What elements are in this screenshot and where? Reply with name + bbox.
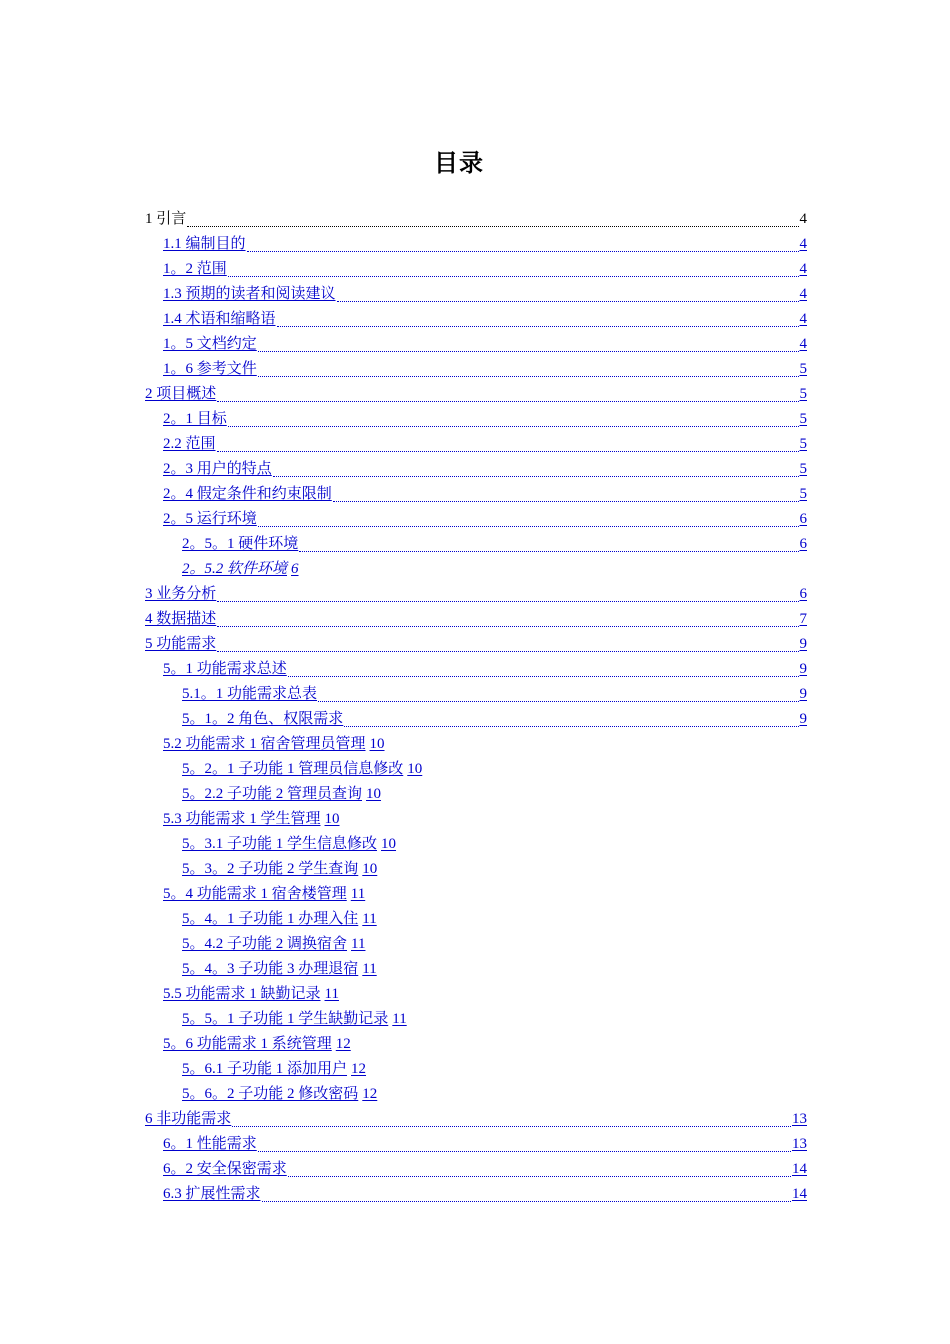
toc-entry-title: 5。1。2 角色、权限需求 [182,711,344,727]
toc-entry-title: 5。4 功能需求 1 宿舍楼管理 [163,886,347,902]
dot-leader [258,350,799,352]
toc-entry[interactable] [145,1132,807,1157]
toc-entry[interactable] [145,682,807,707]
toc-entry-title: 2.2 范围 [163,436,216,452]
toc-entry-title: 1。2 范围 [163,261,227,277]
toc-entry[interactable] [145,607,807,632]
toc-entry-title: 6 非功能需求 [145,1111,232,1127]
toc-entry-page-number: 10 [324,811,340,827]
toc-entry[interactable] [145,882,807,907]
toc-entry[interactable] [145,707,807,732]
toc-entry[interactable] [145,582,807,607]
dot-leader [277,325,799,327]
toc-entry[interactable] [145,1107,807,1132]
toc-entry-title: 6.3 扩展性需求 [163,1186,261,1202]
toc-entry-title: 5。1 功能需求总述 [163,661,287,677]
toc-entry[interactable] [145,957,807,982]
toc-entry[interactable] [145,1057,807,1082]
toc-entry-title: 2。5。1 硬件环境 [182,536,299,552]
toc-entry-page-number: 5 [799,411,807,427]
toc-entry-page-number: 13 [792,1111,807,1127]
toc-entry[interactable] [145,1007,807,1032]
toc-entry-page-number: 11 [351,936,366,952]
toc-entry[interactable] [145,832,807,857]
toc-entry-page-number: 9 [799,686,807,702]
toc-entry-page-number: 14 [792,1161,807,1177]
toc-entry-title: 5。5。1 子功能 1 学生缺勤记录 [182,1011,389,1027]
toc-entry[interactable] [145,282,807,307]
toc-entry-page-number: 14 [792,1186,807,1202]
dot-leader [337,300,799,302]
toc-entry-page-number: 4 [799,211,807,227]
toc-entry-page-number: 6 [799,586,807,602]
toc-entry[interactable] [145,732,807,757]
toc-entry[interactable] [145,657,807,682]
toc-entry-page-number: 5 [799,436,807,452]
toc-entry-page-number: 10 [362,861,378,877]
toc-entry-page-number: 12 [362,1086,378,1102]
toc-entry-page-number: 6 [799,511,807,527]
toc-entry-title: 3 业务分析 [145,586,217,602]
dot-leader [228,425,799,427]
toc-entry-title: 2。1 目标 [163,411,227,427]
toc-entry[interactable] [145,632,807,657]
toc-entry-page-number: 10 [369,736,385,752]
dot-leader [258,1150,791,1152]
toc-entry-page-number: 7 [799,611,807,627]
toc-entry-title: 5。2。1 子功能 1 管理员信息修改 [182,761,404,777]
toc-entry-page-number: 11 [324,986,339,1002]
dot-leader [288,1175,791,1177]
toc-entry-title: 5。6 功能需求 1 系统管理 [163,1036,332,1052]
toc-entry-page-number: 5 [799,461,807,477]
toc-entry[interactable] [145,332,807,357]
dot-leader [217,450,799,452]
toc-entry-page-number: 4 [799,261,807,277]
toc-entry[interactable] [145,532,807,557]
toc-entry-page-number: 11 [362,961,377,977]
dot-leader [288,675,799,677]
dot-leader [318,700,798,702]
toc-entry-title: 5。4.2 子功能 2 调换宿舍 [182,936,348,952]
dot-leader [273,475,799,477]
toc-entry[interactable] [145,907,807,932]
dot-leader [228,275,799,277]
toc-entry-title: 1.4 术语和缩略语 [163,311,276,327]
dot-leader [247,250,799,252]
toc-entry-title: 5。2.2 子功能 2 管理员查询 [182,786,363,802]
toc-entry[interactable] [145,232,807,257]
toc-entry[interactable] [145,432,807,457]
toc-entry-page-number: 4 [799,311,807,327]
toc-entry-title: 2。3 用户的特点 [163,461,272,477]
toc-entry-page-number: 9 [799,636,807,652]
toc-entry-page-number: 9 [799,711,807,727]
dot-leader [217,400,798,402]
toc-entry-title: 2。4 假定条件和约束限制 [163,486,332,502]
dot-leader [232,1125,791,1127]
toc-entry-title: 2。5 运行环境 [163,511,257,527]
toc-entry-page-number: 5 [799,361,807,377]
toc-entry-title: 5.5 功能需求 1 缺勤记录 [163,986,321,1002]
toc-entry[interactable] [145,757,807,782]
toc-entry-title: 5。4。3 子功能 3 办理退宿 [182,961,359,977]
toc-entry[interactable] [145,357,807,382]
toc-entry-title: 5。6。2 子功能 2 修改密码 [182,1086,359,1102]
toc-entry-page-number: 10 [407,761,423,777]
toc-entry-page-number: 12 [351,1061,367,1077]
toc-entry[interactable] [145,982,807,1007]
toc-entry-page-number: 13 [792,1136,807,1152]
toc-entry[interactable] [145,857,807,882]
toc-entry-page-number: 6 [291,561,299,577]
toc-entry[interactable] [145,932,807,957]
toc-entry-page-number: 11 [362,911,377,927]
toc-entry[interactable] [145,1082,807,1107]
toc-entry-title: 1.3 预期的读者和阅读建议 [163,286,336,302]
toc-entry[interactable] [145,807,807,832]
toc-entry[interactable] [145,557,807,582]
dot-leader [217,600,798,602]
dot-leader [217,650,798,652]
toc-entry[interactable] [145,257,807,282]
dot-leader [258,375,799,377]
toc-entry[interactable] [145,407,807,432]
toc-entry[interactable] [145,457,807,482]
toc-entry[interactable] [145,307,807,332]
toc-entry-title: 5.3 功能需求 1 学生管理 [163,811,321,827]
toc-entry-title: 5 功能需求 [145,636,217,652]
toc-entry-title: 2 项目概述 [145,386,217,402]
toc-entry-title: 6。2 安全保密需求 [163,1161,287,1177]
toc-entry[interactable] [145,482,807,507]
toc-entry-title: 4 数据描述 [145,611,217,627]
dot-leader [258,525,799,527]
toc-entry-title: 5。3.1 子功能 1 学生信息修改 [182,836,378,852]
toc-entry-title: 1 引言 [145,211,187,227]
toc-entry-page-number: 12 [335,1036,351,1052]
toc-entry-page-number: 5 [799,486,807,502]
toc-entry-page-number: 5 [799,386,807,402]
dot-leader [262,1200,791,1202]
toc-entry-page-number: 10 [366,786,382,802]
toc-entry-page-number: 4 [799,286,807,302]
table-of-contents [145,207,807,1207]
toc-entry[interactable] [145,782,807,807]
toc-entry-title: 1。6 参考文件 [163,361,257,377]
toc-entry[interactable] [145,1182,807,1207]
toc-entry[interactable] [145,382,807,407]
toc-entry-title: 5.2 功能需求 1 宿舍管理员管理 [163,736,366,752]
toc-entry[interactable] [145,1157,807,1182]
toc-entry-title: 2。5.2 软件环境 [182,561,288,577]
toc-title: 目录 [434,149,484,177]
toc-entry-page-number: 4 [799,236,807,252]
toc-entry[interactable] [145,507,807,532]
toc-entry-page-number: 9 [799,661,807,677]
toc-entry-title: 5。4。1 子功能 1 办理入住 [182,911,359,927]
toc-entry-title: 5。6.1 子功能 1 添加用户 [182,1061,348,1077]
dot-leader [187,225,798,227]
toc-entry-title: 5。3。2 子功能 2 学生查询 [182,861,359,877]
toc-entry-title: 5.1。1 功能需求总表 [182,686,318,702]
toc-entry-page-number: 4 [799,336,807,352]
toc-entry [145,207,807,232]
toc-entry-page-number: 11 [392,1011,407,1027]
toc-entry-page-number: 10 [381,836,397,852]
toc-entry-page-number: 6 [799,536,807,552]
toc-entry-page-number: 11 [350,886,366,902]
dot-leader [344,725,798,727]
toc-entry[interactable] [145,1032,807,1057]
toc-entry-title: 6。1 性能需求 [163,1136,257,1152]
dot-leader [217,625,798,627]
toc-entry-title: 1。5 文档约定 [163,336,257,352]
dot-leader [299,550,798,552]
toc-entry-title: 1.1 编制目的 [163,236,246,252]
dot-leader [333,500,799,502]
